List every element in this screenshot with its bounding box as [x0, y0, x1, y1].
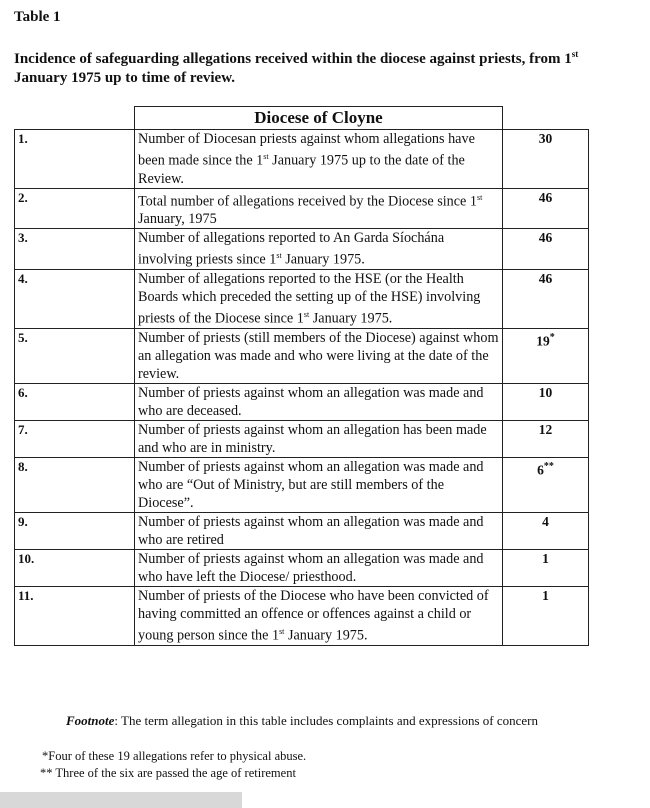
- row-number: 1.: [15, 130, 135, 189]
- count-value: 12: [538, 421, 553, 437]
- table-row: [15, 270, 589, 329]
- table-row: [15, 130, 589, 189]
- row-description: [135, 512, 503, 549]
- row-count: [503, 420, 589, 457]
- bottom-gray-bar: [0, 792, 242, 808]
- description-text-end: January 1975.: [309, 310, 393, 327]
- count-value: 10: [538, 384, 553, 400]
- description-text: Number of Diocesan priests against whom allegations have been made since the 1: [138, 131, 475, 169]
- description-text-end: January 1975 up to the date of the Review.: [138, 152, 465, 187]
- row-description: [135, 188, 503, 229]
- table-row: [15, 420, 589, 457]
- row-count: [503, 188, 589, 229]
- row-count: [503, 549, 589, 586]
- diocese-header: Diocese of Cloyne: [135, 107, 503, 130]
- row-description: [135, 383, 503, 420]
- description-text: Total number of allegations received by the Diocese since 1: [138, 193, 477, 210]
- description-text-end: January, 1975: [138, 211, 217, 228]
- description-text: Number of priests of the Diocese who have been convicted of having committed an offence or offences against a child or young person since the 1: [138, 587, 489, 644]
- table-label: Table 1: [14, 9, 61, 25]
- row-number: 8.: [15, 457, 135, 512]
- description-text: Number of priests against whom an allegation has been made and who are in ministry.: [138, 421, 487, 456]
- description-text-end: January 1975.: [281, 252, 365, 269]
- description-text: Number of allegations reported to the HSE (or the Health Boards which preceded the setting up of the HSE) involving priests of the Diocese since 1: [138, 271, 481, 327]
- description-superscript: st: [276, 251, 282, 261]
- row-count: [503, 383, 589, 420]
- description-superscript: st: [279, 626, 285, 636]
- table-row: [15, 383, 589, 420]
- row-count: [503, 586, 589, 645]
- count-value: 4: [542, 513, 549, 529]
- description-superscript: st: [477, 192, 483, 202]
- count-value: 19: [536, 333, 550, 349]
- description-text-end: January 1975.: [284, 627, 368, 644]
- description-text: Number of priests against whom an allegation was made and who are “Out of Ministry, but are still members of the Diocese”.: [138, 458, 484, 511]
- row-number: 10.: [15, 549, 135, 586]
- row-description: [135, 586, 503, 645]
- table-row: [15, 328, 589, 383]
- row-count: [503, 457, 589, 512]
- row-count: [503, 328, 589, 383]
- description-text: Number of priests against whom an allegation was made and who are retired: [138, 513, 484, 548]
- footnote: [66, 713, 538, 729]
- row-description: [135, 229, 503, 270]
- table-row: [15, 549, 589, 586]
- caption-text-start: Incidence of safeguarding allegations received within the diocese against priests, from 1: [14, 51, 572, 67]
- row-number: 6.: [15, 383, 135, 420]
- row-description: [135, 328, 503, 383]
- row-number: 5.: [15, 328, 135, 383]
- footnote-text: : The term allegation in this table includes complaints and expressions of concern: [114, 713, 538, 728]
- count-value: 46: [538, 271, 553, 287]
- row-number: 2.: [15, 188, 135, 229]
- count-asterisk: **: [543, 460, 554, 472]
- table-row: [15, 457, 589, 512]
- description-text: Number of priests against whom an allegation was made and who are deceased.: [138, 384, 484, 419]
- count-value: 1: [542, 587, 549, 603]
- count-value: 1: [542, 550, 549, 566]
- row-number: 7.: [15, 420, 135, 457]
- row-number: 3.: [15, 229, 135, 270]
- row-number: 4.: [15, 270, 135, 329]
- caption-superscript: st: [571, 49, 579, 59]
- table-row: [15, 586, 589, 645]
- count-asterisk: *: [549, 331, 555, 343]
- row-description: [135, 130, 503, 189]
- note-retirement: ** Three of the six are passed the age of retirement: [40, 766, 296, 780]
- count-value: 46: [538, 189, 553, 205]
- row-description: [135, 549, 503, 586]
- count-value: 6: [537, 462, 544, 478]
- header-spacer-right: [503, 107, 589, 130]
- table-row: [15, 229, 589, 270]
- allegations-table: [14, 106, 589, 646]
- row-description: [135, 457, 503, 512]
- row-description: [135, 420, 503, 457]
- count-value: 46: [538, 230, 553, 246]
- row-count: [503, 229, 589, 270]
- table-header-row: [15, 107, 589, 130]
- description-text: Number of priests against whom an allegation was made and who have left the Diocese/ priesthood.: [138, 550, 484, 585]
- row-count: [503, 270, 589, 329]
- table-row: [15, 512, 589, 549]
- table-body: [15, 130, 589, 646]
- row-count: [503, 512, 589, 549]
- description-text: Number of allegations reported to An Garda Síochána involving priests since 1: [138, 230, 445, 269]
- row-number: 11.: [15, 586, 135, 645]
- row-count: [503, 130, 589, 189]
- footnote-label: Footnote: [66, 713, 115, 728]
- table-row: [15, 188, 589, 229]
- header-spacer-left: [15, 107, 135, 130]
- description-superscript: st: [303, 310, 310, 320]
- caption-text-end: January 1975 up to time of review.: [14, 70, 235, 86]
- row-number: 9.: [15, 512, 135, 549]
- row-description: [135, 270, 503, 329]
- description-superscript: st: [263, 152, 269, 161]
- count-value: 30: [538, 131, 553, 146]
- note-physical-abuse: *Four of these 19 allegations refer to physical abuse.: [42, 749, 307, 763]
- table-caption: [14, 45, 614, 88]
- description-text: Number of priests (still members of the Diocese) against whom an allegation was made and who were living at the date of the review.: [138, 329, 499, 382]
